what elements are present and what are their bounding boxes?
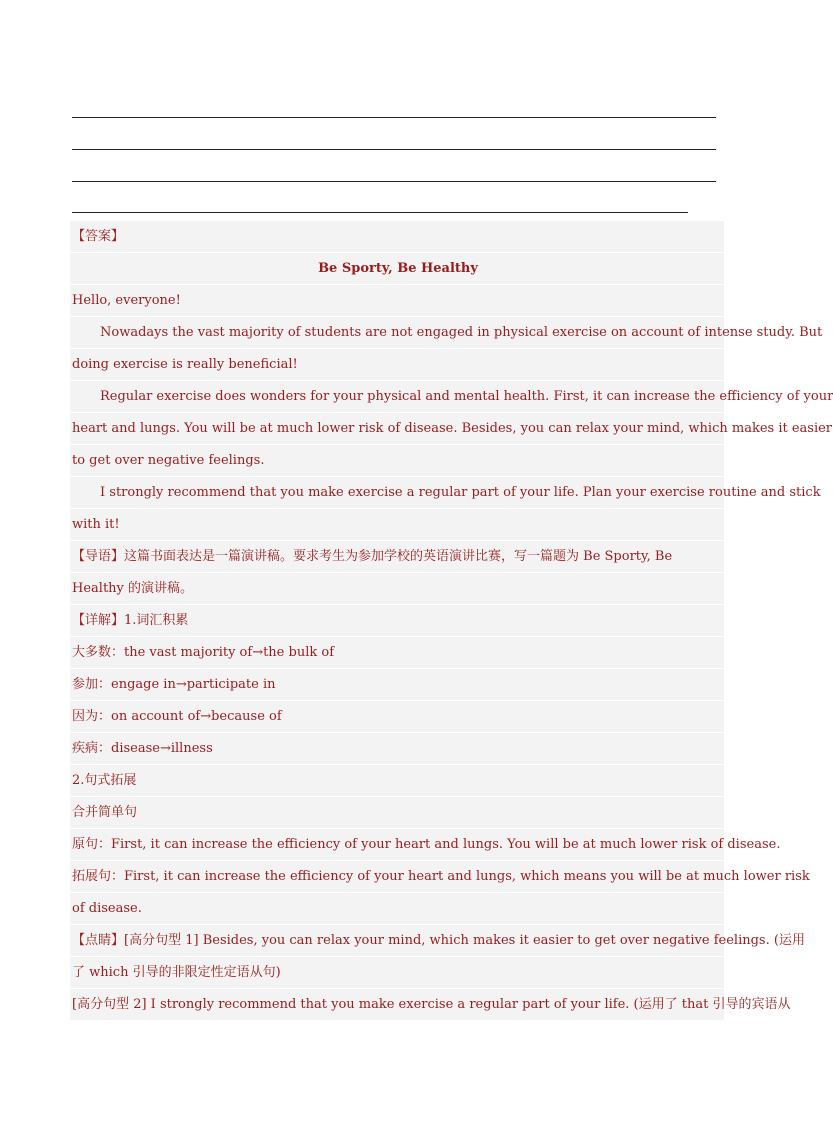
points-label: 【点睛】 <box>72 933 125 948</box>
guide-label: 【导语】 <box>72 549 125 564</box>
detail-label: 【详解】 <box>72 613 125 628</box>
extended-sentence: 拓展句：First, it can increase the efficiency of your heart and lungs, which means you will be at much lower risk <box>70 861 724 893</box>
detail-heading: 2.句式拓展 <box>70 765 724 797</box>
guide-text: 这篇书面表达是一篇演讲稿。要求考生为参加学校的英语演讲比赛，写一篇题为 Be Sporty, Be <box>124 549 673 564</box>
writing-line <box>72 117 716 118</box>
vocab-item: 大多数：the vast majority of→the bulk of <box>70 637 724 669</box>
points-line: 了 which 引导的非限定性定语从句) <box>70 957 724 989</box>
extended-sentence: of disease. <box>70 893 724 925</box>
vocab-item: 参加：engage in→participate in <box>70 669 724 701</box>
writing-line <box>72 212 688 213</box>
essay-line: doing exercise is really beneficial! <box>70 349 724 381</box>
points-text: [高分句型 1] Besides, you can relax your mind, which makes it easier to get over negative feelings. (运用 <box>124 933 805 948</box>
writing-line <box>72 149 716 150</box>
guide-line <box>70 541 724 573</box>
essay-line: Nowadays the vast majority of students are not engaged in physical exercise on account of intense study. But <box>70 317 724 349</box>
detail-heading: 1.词汇积累 <box>124 613 189 628</box>
answer-content <box>70 221 833 1021</box>
essay-line: Regular exercise does wonders for your physical and mental health. First, it can increase the efficiency of your <box>70 381 724 413</box>
essay-line: with it! <box>70 509 724 541</box>
detail-subheading: 合并简单句 <box>70 797 724 829</box>
original-sentence: 原句：First, it can increase the efficiency of your heart and lungs. You will be at much lower risk of disease. <box>70 829 724 861</box>
essay-line: heart and lungs. You will be at much lower risk of disease. Besides, you can relax your mind, which makes it easier <box>70 413 724 445</box>
essay-title: Be Sporty, Be Healthy <box>70 253 724 285</box>
points-line <box>70 925 805 957</box>
vocab-item: 疾病：disease→illness <box>70 733 724 765</box>
vocab-item: 因为：on account of→because of <box>70 701 724 733</box>
essay-line: to get over negative feelings. <box>70 445 724 477</box>
points-line: [高分句型 2] I strongly recommend that you make exercise a regular part of your life. (运用了 that 引导的宾语从 <box>70 989 724 1021</box>
guide-line: Healthy 的演讲稿。 <box>70 573 724 605</box>
essay-line: I strongly recommend that you make exercise a regular part of your life. Plan your exercise routine and stick <box>70 477 724 509</box>
answer-label: 【答案】 <box>70 221 724 253</box>
detail-line <box>70 605 724 637</box>
writing-line <box>72 181 716 182</box>
essay-greeting: Hello, everyone! <box>70 285 724 317</box>
